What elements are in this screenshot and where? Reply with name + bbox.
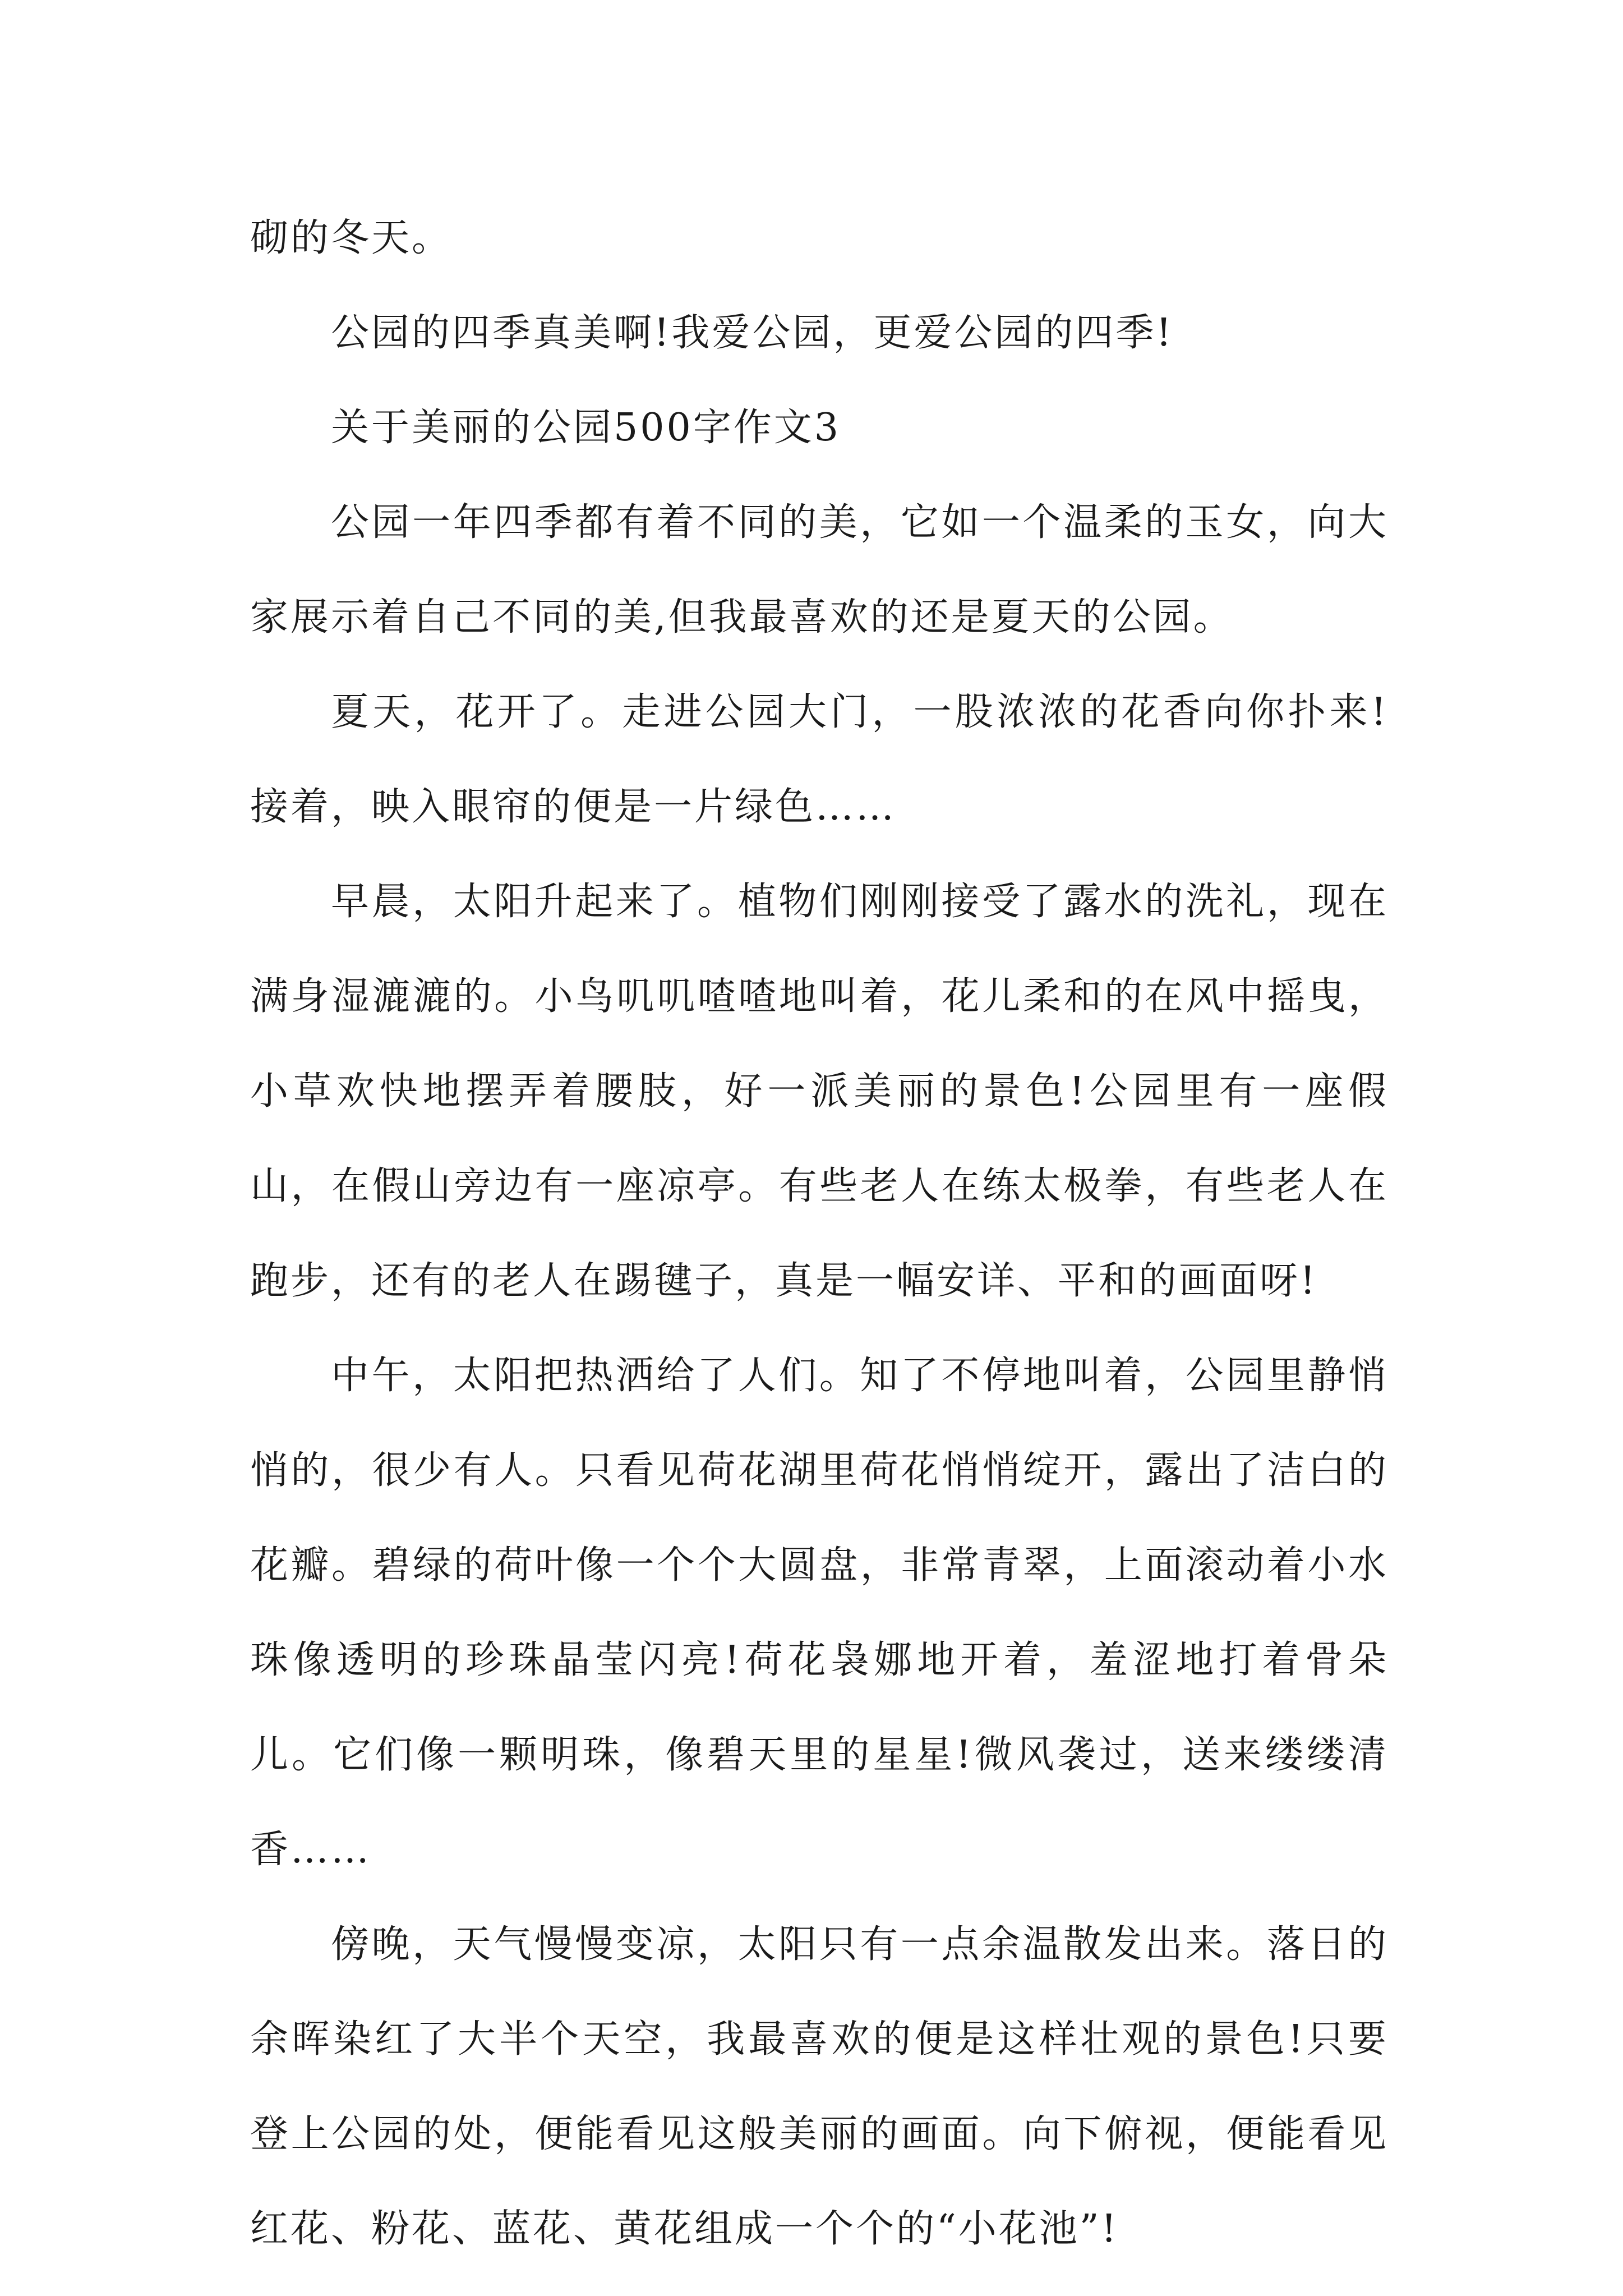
document-body — [250, 191, 1389, 2276]
paragraph-3: 公园一年四季都有着不同的美，它如一个温柔的玉女，向大家展示着自己不同的美,但我最喜欢的还是夏天的公园。 — [250, 500, 1389, 639]
paragraph-2: 公园的四季真美啊!我爱公园，更爱公园的四季! — [331, 311, 1174, 355]
paragraph-7: 傍晚，天气慢慢变凉，太阳只有一点余温散发出来。落日的余晖染红了大半个天空，我最喜欢的便是这样壮观的景色!只要登上公园的处，便能看见这般美丽的画面。向下俯视，便能看见红花、粉花、蓝花、黄花组成一个个的“小花池”! — [250, 1922, 1389, 2251]
section-heading: 关于美丽的公园500字作文3 — [331, 406, 841, 450]
paragraph-5: 早晨，太阳升起来了。植物们刚刚接受了露水的洗礼，现在满身湿漉漉的。小鸟叽叽喳喳地叫着，花儿柔和的在风中摇曳，小草欢快地摆弄着腰肢，好一派美丽的景色!公园里有一座假山，在假山旁边有一座凉亭。有些老人在练太极拳，有些老人在跑步，还有的老人在踢毽子，真是一幅安详、平和的画面呀! — [250, 880, 1389, 1303]
paragraph-4: 夏天，花开了。走进公园大门，一股浓浓的花香向你扑来!接着，映入眼帘的便是一片绿色…… — [250, 690, 1389, 829]
paragraph-1: 砌的冬天。 — [250, 216, 453, 260]
paragraph-6: 中午，太阳把热洒给了人们。知了不停地叫着，公园里静悄悄的，很少有人。只看见荷花湖里荷花悄悄绽开，露出了洁白的花瓣。碧绿的荷叶像一个个大圆盘，非常青翠，上面滚动着小水珠像透明的珍珠晶莹闪亮!荷花袅娜地开着，羞涩地打着骨朵儿。它们像一颗明珠，像碧天里的星星!微风袭过，送来缕缕清香…… — [250, 1354, 1389, 1872]
